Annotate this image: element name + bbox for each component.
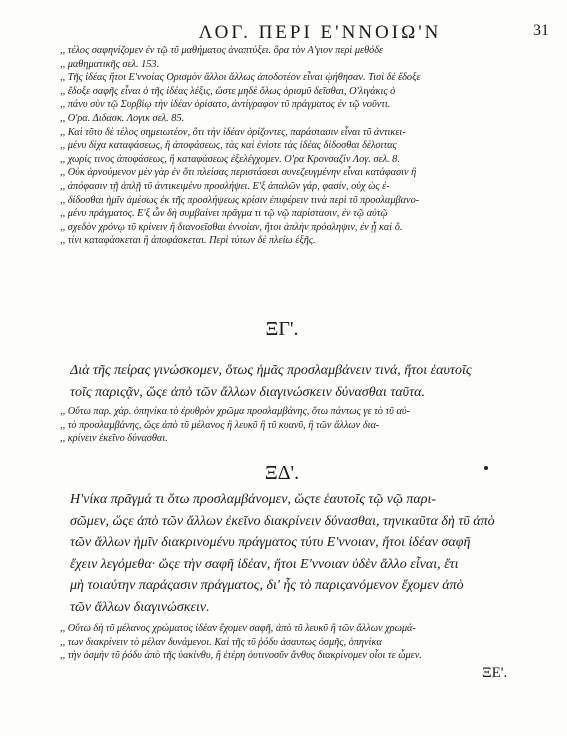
text-line: τοῖς παριςᾷν, ὥςε ἀπὸ τῶν ἄλλων διαγινώσκειν δύνασθαι ταῦτα. — [70, 384, 425, 400]
text-line: ,, Οὕτω παρ. χάρ. ὁπηνίκα τὸ ἐρυθρὸν χρῶμα προσλαμβάνης, ὅτω πάντως γε τὸ τῦ αὐ- — [60, 406, 411, 417]
text-line: ,, Καὶ τῦτο δὲ τέλος σημειωτέον, ὅτι τὴν ἰδέαν ὁρίζοντες, παράστασιν εἶναι τῦ ἀντικει- — [60, 126, 406, 138]
text-line: ,, μένυ δίχα καταφάσεως, ἢ ἀποφάσεως, τὰς καὶ ἐνίοτε τὰς ἰδέας δίδοσθαι δέλοιτας — [60, 140, 397, 152]
text-line: ,, τέλος σαφηνίζομεν ἐν τῷ τῦ μαθήματος ἀναπτύξει. ὅρα τὸν Α'γιον περὶ μεθόδε — [60, 45, 384, 56]
text-line: ,, Οὕτω δὴ τῦ μέλανος χρώματος ἰδέαν ἔχομεν σαφῆ, ἀπὸ τῦ λευκῦ ἢ τῶν ἄλλων χρωμά- — [60, 623, 416, 634]
text-line: Διὰ τῆς πείρας γινώσκομεν, ὅτως ἡμᾶς προσλαμβάνειν τινά, ἤτοι ἑαυτοῖς — [70, 363, 472, 378]
text-line: ,, τὴν ὀσμὴν τῦ ῥόδυ ἀπὸ τῆς ὑακίνθυ, ἢ ἑτέρη ὁυτινοσῦν ἄνθυς διακρίνομεν οἷοι τε ὦμεν. — [60, 650, 422, 662]
text-line: τῶν ἄλλων διαγινώσκειν. — [70, 599, 210, 615]
footnote-block-3 — [60, 622, 540, 663]
catchword: ΞΕ'. — [482, 665, 508, 681]
text-line: ,, τὸ προσλαμβάνης, ὥςε ἀπὸ τῦ μέλανος ἢ λευκῦ ἢ τῦ κυανῦ, ἢ τῶν ἄλλων δια- — [60, 419, 380, 431]
ink-dot — [484, 466, 488, 470]
text-line: ,, Οὐκ ἀρνούμενον μὲν γὰρ ἐν ὅτι πλείσας περιστάσεσι συνεζευγμένην εἶναι κατάφασιν ἢ — [60, 167, 417, 179]
text-line: ,, κρίνειν ἐκεῖνο δύνασθαι. — [60, 433, 168, 445]
text-line: ,, Τῆς ἰδέας ἤτοι Ε'ννοίας Ορισμὸν ἄλλοι ἄλλως ἀποδοτέον εἶναι ᾠήθησαν. Τισὶ δὲ ἔδοξε — [60, 72, 421, 84]
text-line: ,, μαθηματικῆς σελ. 153. — [60, 58, 160, 70]
footnote-block-1 — [60, 44, 540, 248]
text-line: ,, Ο'ρα. Διδασκ. Λογικ σελ. 85. — [60, 112, 185, 124]
text-line: Η'νίκα πρᾶγμά τι ὅτω προσλαμβάνομεν, ὥςτε ἑαυτοῖς τῷ νῷ παρι- — [70, 492, 437, 507]
text-line: ,, ἀπόφασιν τῇ ἁπλῇ τῦ ἀντικειμένυ προσλήψει. Ε'ξ ἀπαλῶν γάρ, φασίν, οὐχ ὡς ἐ- — [60, 180, 390, 192]
footnote-block-2 — [60, 405, 540, 446]
text-line: τῶν ἄλλων ἡμῖν διακρινομένυ πράγματος τύτυ Ε'ννοιαν, ἤτοι ἰδέαν σαφῆ — [70, 535, 471, 550]
main-paragraph-2 — [70, 489, 540, 618]
text-line: ,, πάνυ σὺν τῷ Συρβίῳ τὴν ἰδέαν ὁρίσατο, ἀντίγραφον τῦ πράγματος ἐν τῷ νοῦντι. — [60, 99, 391, 111]
main-paragraph-1 — [70, 360, 540, 403]
text-line: ,, χωρίς τινος ἀποφάσεως, ἢ καταφάσεως ἐξελέγχομεν. Ο'ρα Κρονσαζίν Λογ. σελ. 8. — [60, 153, 400, 165]
text-line: ,, των διακρίνειν τὸ μέλαν δυνάμενοι. Καὶ τῆς τῦ ῥόδυ ἀσαυτως ὀσμῆς, ὁπηνίκα — [60, 636, 382, 648]
text-line: ,, ἔδοξε σαφῆς εἶναι ὁ τῆς ἰδέας λέξις, ὥστε μηδὲ ὅλως ὁρισμῦ δεῖσθαι, Ο'λιγάκις ὁ — [60, 85, 396, 97]
section-heading-1: ΞΓ'. — [265, 318, 299, 340]
text-line: μὴ τοιαύτην παράςασιν πράγματος, δι' ἧς τὸ παριςανόμενον ἔχομεν ἀπὸ — [70, 578, 464, 593]
text-line: ,, δίδοσθαι ἡμῖν ἀμέσως ἐκ τῆς προσλήψεως κρίσιν ἐπιφέρειν τινὰ περὶ τῦ προσλαμβανο- — [60, 194, 420, 206]
page-number: 31 — [533, 22, 549, 39]
text-line: ,, μένυ πράγματος. Ε'ξ ὧν δὴ συμβαίνει πρᾶγμα τι τῷ νῷ παρίστασιν, ἐν τῷ αὐτῷ — [60, 208, 388, 220]
running-header: ΛΟΓ. ΠΕΡΙ Ε'ΝΝΟΙΩ'Ν — [198, 22, 442, 43]
text-line: ,, σχεδὸν χρόνῳ τῦ κρίνειν ἢ διανοεῖσθαι ἐννοίαν, ἤτοι ἁπλὴν πρόσληψιν, ἐν ᾗ καὶ ὅ. — [60, 221, 403, 233]
text-line: σῶμεν, ὥςε ἀπὸ τῶν ἄλλων ἐκεῖνο διακρίνειν δύνασθαι, τηνικαῦτα δὴ τῦ ἀπὸ — [70, 513, 495, 529]
text-line: ,, τίνι καταφάσκεται ἢ ἀποφάσκεται. Περὶ τύτων δὲ πλείω ἑξῆς. — [60, 235, 316, 247]
section-heading-2: ΞΔ'. — [264, 462, 300, 484]
text-line: ἔχειν λεγόμεθα· ὥςε τὴν σαφῆ ἰδέαν, ἤτοι Ε'ννοιαν ὐδὲν ἄλλο εἶναι, ἔτι — [70, 556, 459, 572]
